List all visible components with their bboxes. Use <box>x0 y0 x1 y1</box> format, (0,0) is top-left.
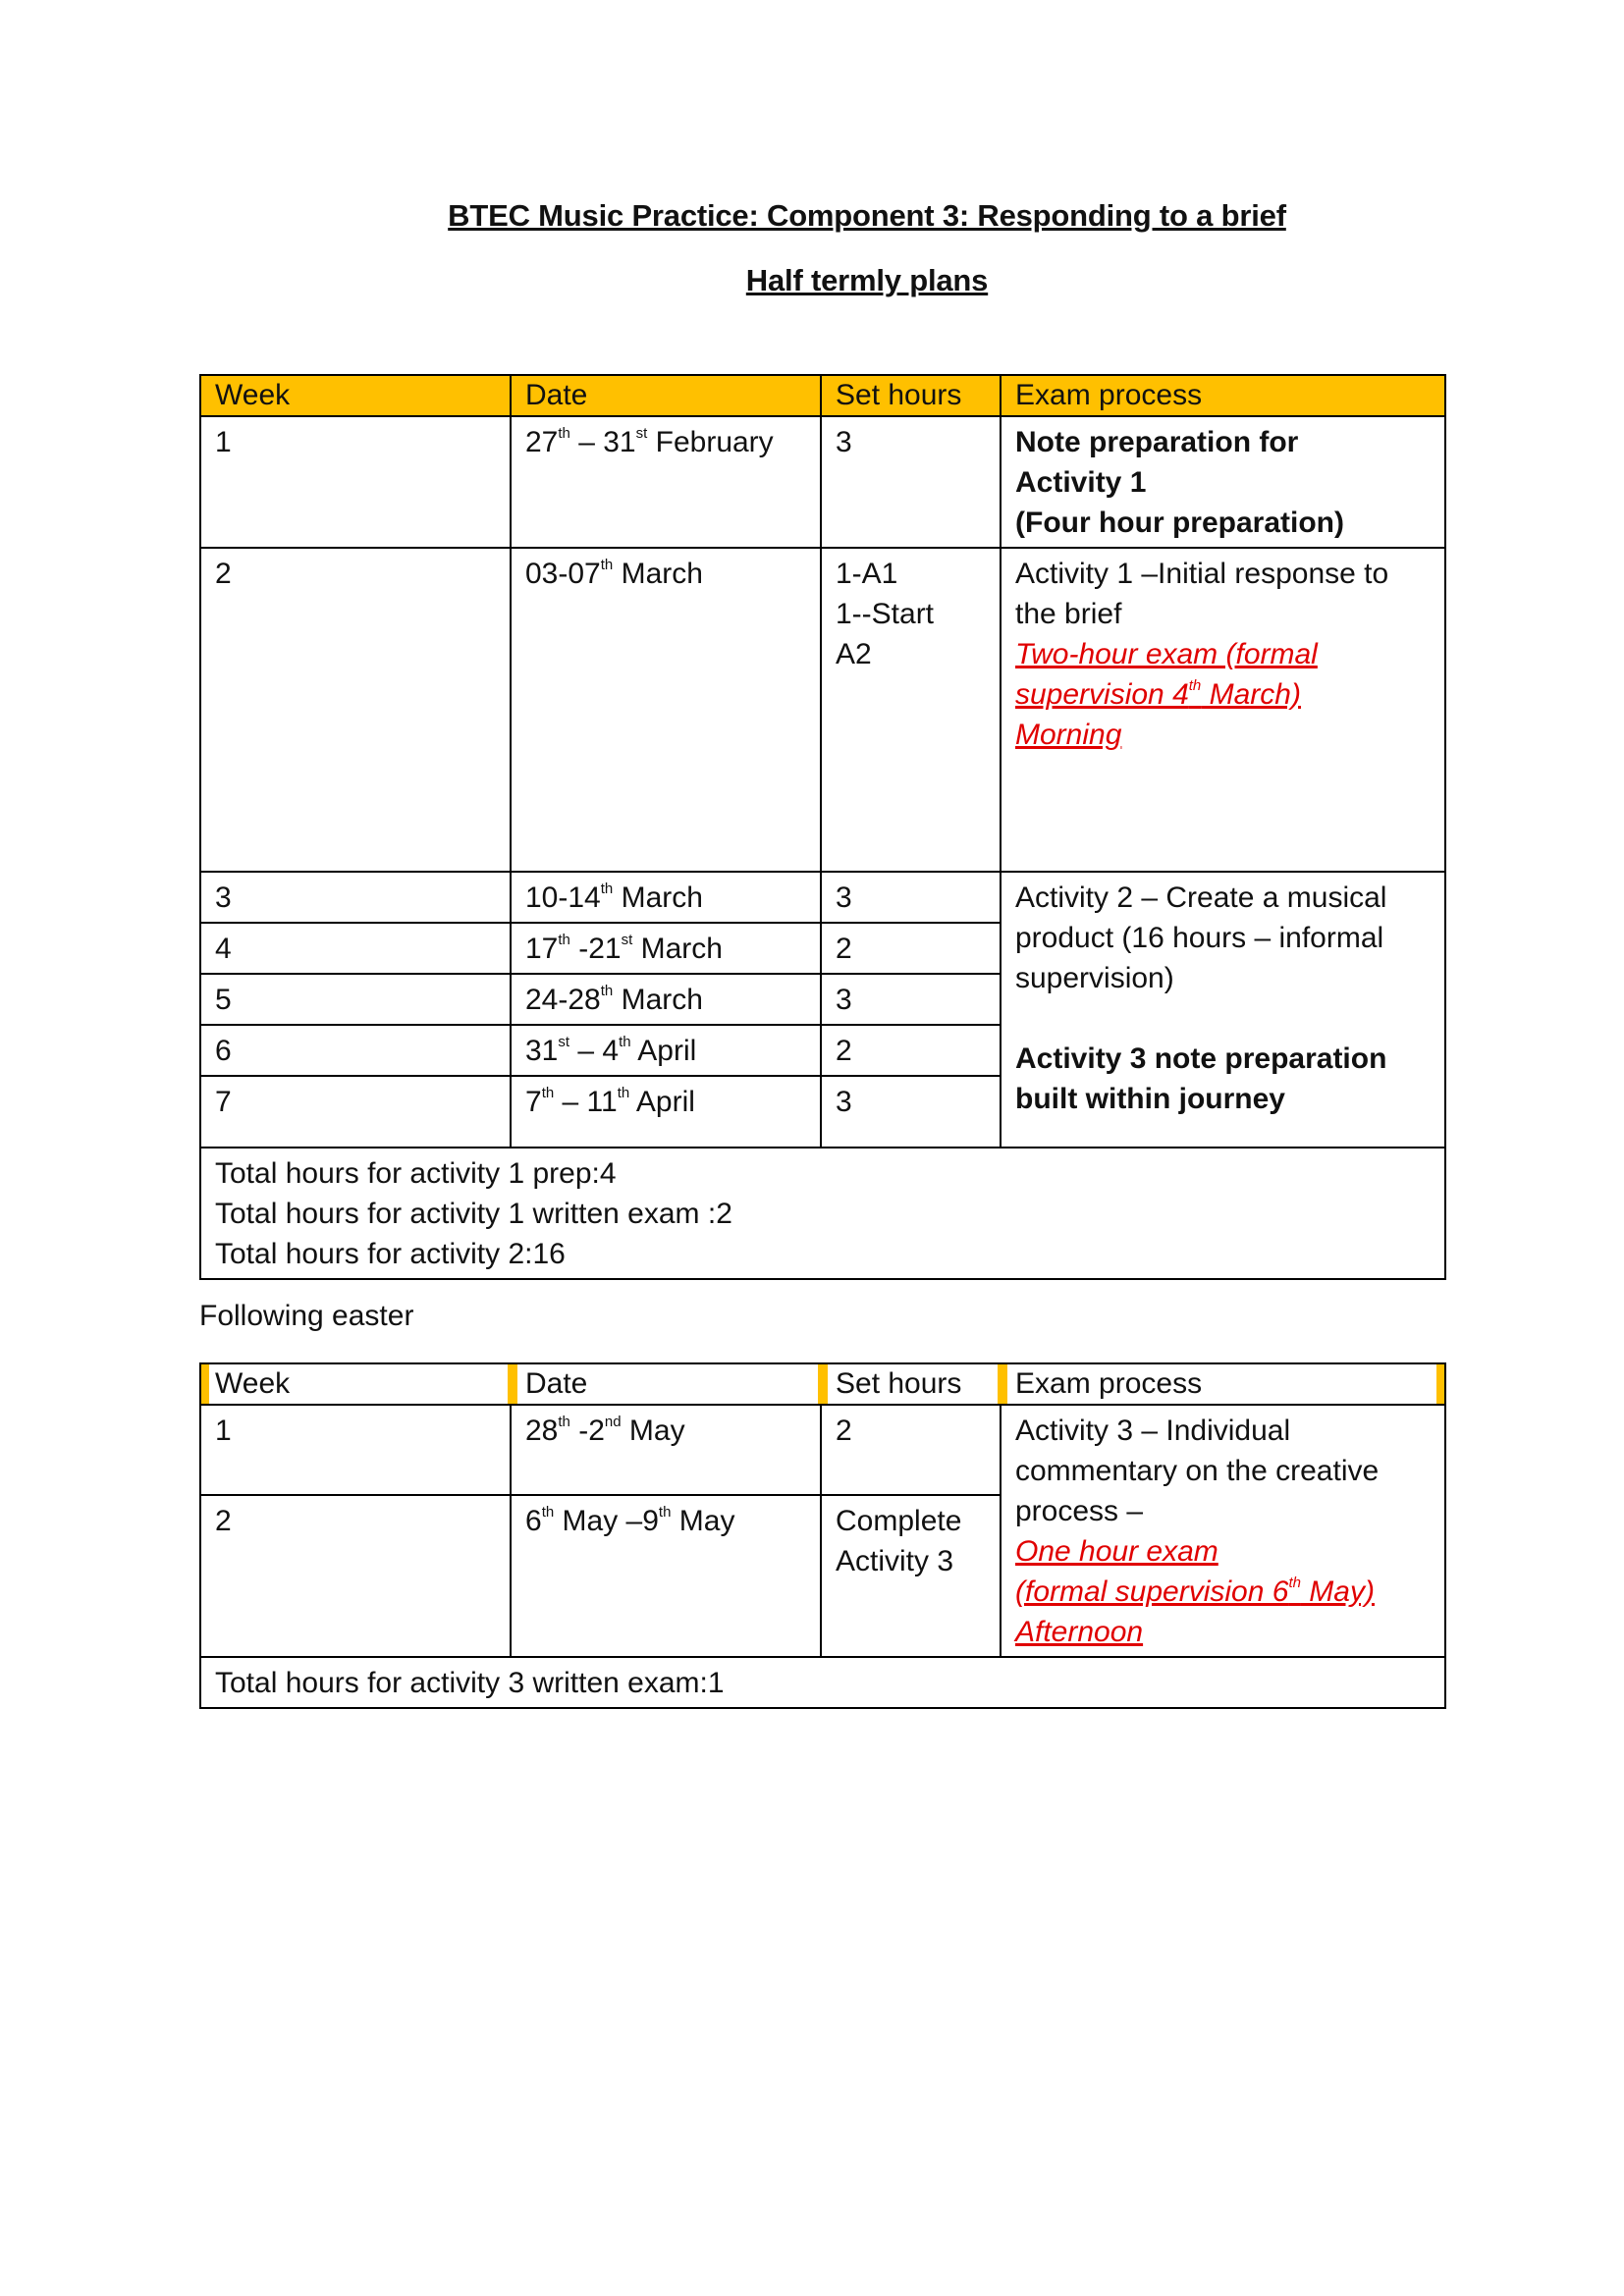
week-cell: 7 <box>200 1076 511 1148</box>
week-cell: 6 <box>200 1025 511 1076</box>
hours-cell: 2 <box>821 1405 1001 1495</box>
header-date: Date <box>511 1363 821 1405</box>
week-cell: 5 <box>200 974 511 1025</box>
date-cell: 7th – 11th April <box>511 1076 821 1148</box>
date-cell: 6th May –9th May <box>511 1495 821 1657</box>
process-cell: Note preparation for Activity 1 (Four hour preparation) <box>1001 416 1445 548</box>
header-date: Date <box>511 375 821 416</box>
totals-row <box>200 1657 1445 1708</box>
following-easter-plan-table <box>199 1362 1446 1709</box>
hours-cell: 3 <box>821 416 1001 548</box>
date-cell: 10-14th March <box>511 872 821 923</box>
table-row <box>200 872 1445 923</box>
hours-cell: 3 <box>821 1076 1001 1148</box>
header-set-hours: Set hours <box>821 1363 1001 1405</box>
week-cell: 4 <box>200 923 511 974</box>
process-cell: Activity 1 –Initial response to the brief Two-hour exam (formal supervision 4th March) Morning <box>1001 548 1445 872</box>
process-cell-merged: Activity 2 – Create a musical product (16 hours – informal supervision) Activity 3 note preparation built within journey <box>1001 872 1445 1148</box>
week-cell: 1 <box>200 416 511 548</box>
header-set-hours: Set hours <box>821 375 1001 416</box>
hours-cell: 3 <box>821 872 1001 923</box>
table-header-row <box>200 375 1445 416</box>
hours-cell: 3 <box>821 974 1001 1025</box>
date-cell: 31st – 4th April <box>511 1025 821 1076</box>
date-cell: 17th -21st March <box>511 923 821 974</box>
half-term-plan-table <box>199 374 1446 1280</box>
week-cell: 3 <box>200 872 511 923</box>
totals-cell: Total hours for activity 3 written exam:1 <box>200 1657 1445 1708</box>
table-row <box>200 548 1445 872</box>
header-exam-process: Exam process <box>1001 1363 1445 1405</box>
header-week: Week <box>200 1363 511 1405</box>
week-cell: 2 <box>200 1495 511 1657</box>
header-exam-process: Exam process <box>1001 375 1445 416</box>
process-cell-merged: Activity 3 – Individual commentary on the creative process – One hour exam (formal supervision 6th May) Afternoon <box>1001 1405 1445 1657</box>
hours-cell: 2 <box>821 1025 1001 1076</box>
week-cell: 2 <box>200 548 511 872</box>
week-cell: 1 <box>200 1405 511 1495</box>
document-subtitle: Half termly plans <box>745 263 989 297</box>
totals-cell: Total hours for activity 1 prep:4 Total hours for activity 1 written exam :2 Total hours for activity 2:16 <box>200 1148 1445 1279</box>
table-row <box>200 416 1445 548</box>
header-week: Week <box>200 375 511 416</box>
document-title: BTEC Music Practice: Component 3: Responding to a brief <box>448 198 1286 233</box>
date-cell: 28th -2nd May <box>511 1405 821 1495</box>
hours-cell: 1-A1 1--Start A2 <box>821 548 1001 872</box>
table-header-row <box>200 1363 1445 1405</box>
date-cell: 24-28th March <box>511 974 821 1025</box>
hours-cell: 2 <box>821 923 1001 974</box>
date-cell: 27th – 31st February <box>511 416 821 548</box>
table-row <box>200 1405 1445 1495</box>
totals-row <box>200 1148 1445 1279</box>
hours-cell: Complete Activity 3 <box>821 1495 1001 1657</box>
section-label: Following easter <box>199 1300 414 1332</box>
date-cell: 03-07th March <box>511 548 821 872</box>
